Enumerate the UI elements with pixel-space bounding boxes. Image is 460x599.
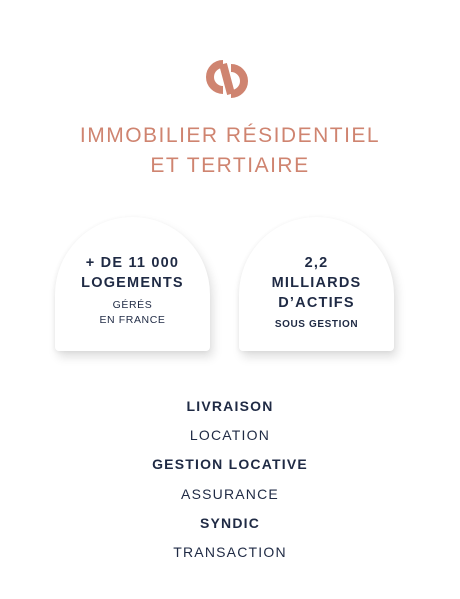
stat-caption-line: GÉRÉS <box>112 299 153 311</box>
service-item-assurance: ASSURANCE <box>181 485 279 502</box>
stat-unit: D’ACTIFS <box>278 295 355 311</box>
stat-unit: MILLIARDS <box>271 275 362 291</box>
service-item-gestion-locative: GESTION LOCATIVE <box>152 456 308 473</box>
stat-unit: LOGEMENTS <box>81 275 184 291</box>
service-item-livraison: LIVRAISON <box>186 398 274 414</box>
stat-value: 2,2 <box>304 255 329 271</box>
stat-card-actifs <box>239 217 394 351</box>
title-line-1: IMMOBILIER RÉSIDENTIEL <box>79 124 381 147</box>
stat-caption-line: EN FRANCE <box>99 314 166 326</box>
stat-caption <box>55 298 210 328</box>
page-title <box>0 121 460 181</box>
interlocked-c-logo-icon <box>197 56 257 102</box>
service-item-location: LOCATION <box>189 427 271 444</box>
stat-caption: SOUS GESTION <box>274 319 359 330</box>
service-item-transaction: TRANSACTION <box>173 543 287 560</box>
title-line-2: ET TERTIAIRE <box>150 154 310 177</box>
services-list <box>0 394 460 569</box>
service-item-syndic: SYNDIC <box>199 514 261 531</box>
stat-value: + DE 11 000 <box>85 255 180 271</box>
stat-card-logements <box>55 217 210 351</box>
